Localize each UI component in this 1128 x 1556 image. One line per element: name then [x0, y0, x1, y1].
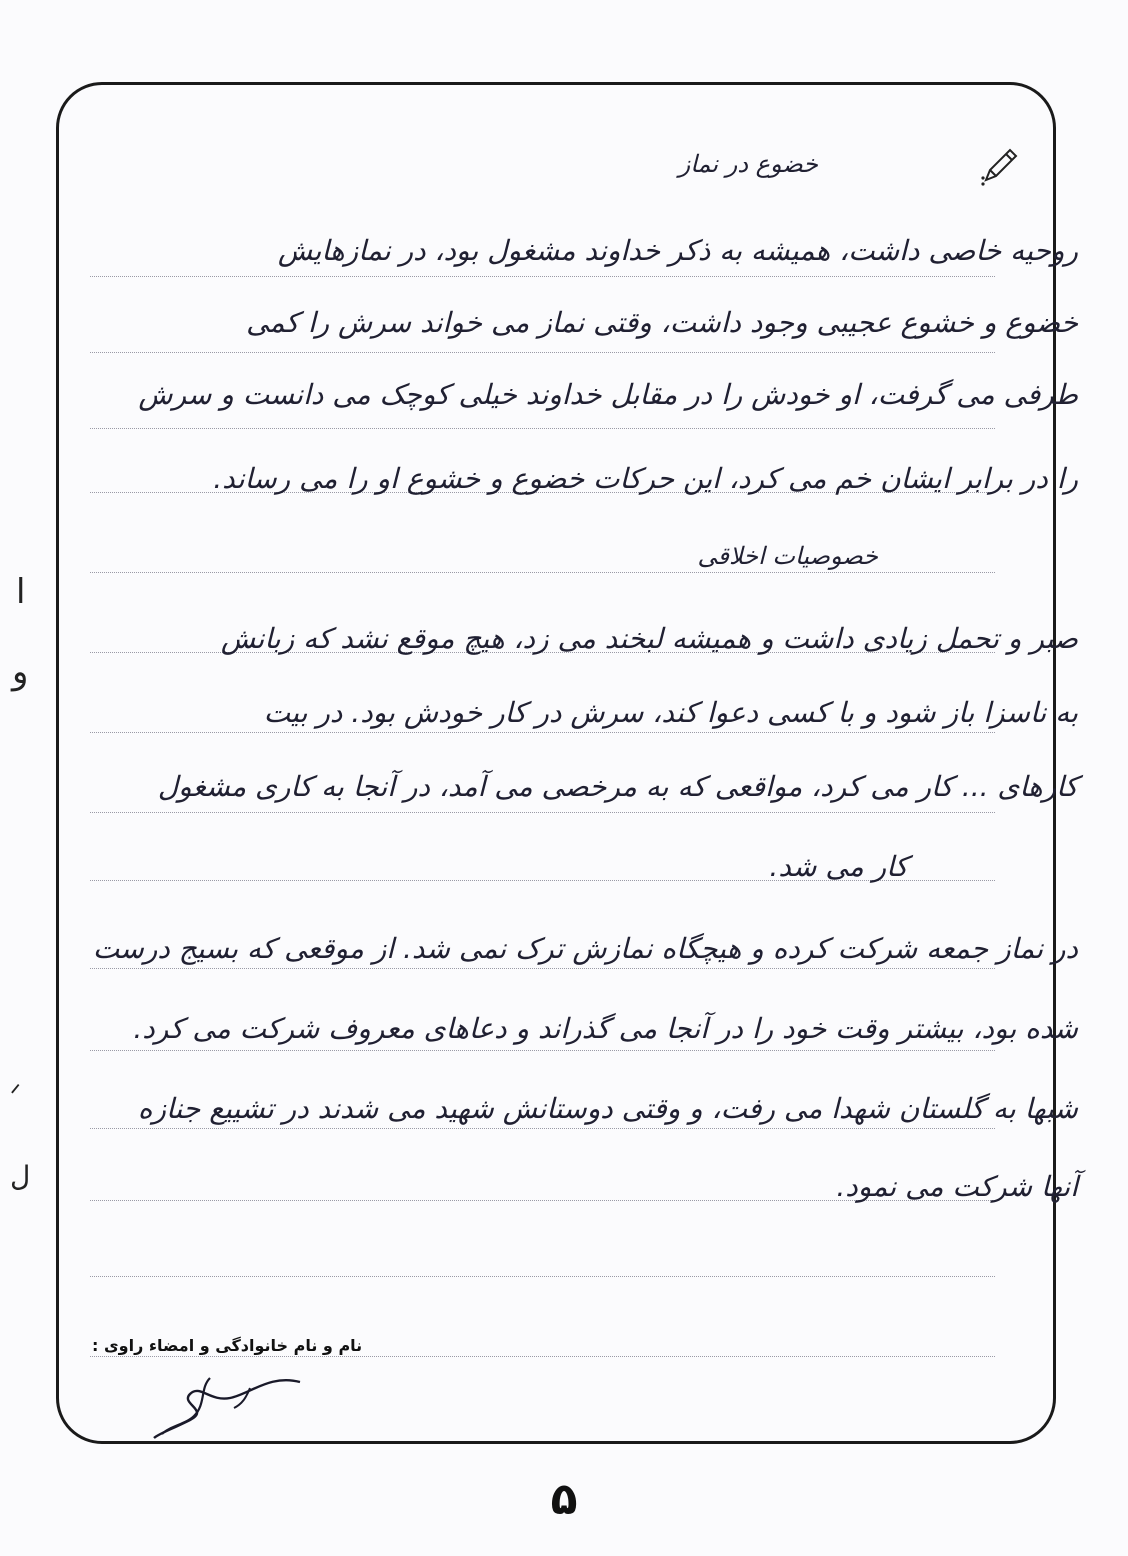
ruled-line [90, 1356, 995, 1357]
text-line: در نماز جمعه شرکت کرده و هیچگاه نمازش ترک نمی شد. از موقعی که بسیج درست [92, 932, 1078, 965]
ruled-line [90, 276, 995, 277]
ruled-line [90, 352, 995, 353]
page-title: خضوع در نماز [678, 150, 818, 178]
ruled-line [90, 968, 995, 969]
text-line: طرفی می گرفت، او خودش را در مقابل خداوند خیلی کوچک می دانست و سرش [138, 378, 1078, 411]
margin-mark: و [12, 652, 29, 692]
ruled-line [90, 1050, 995, 1051]
text-line: کار می شد. [769, 850, 908, 883]
text-line: شبها به گلستان شهدا می رفت، و وقتی دوستانش شهید می شدند در تشییع جنازه [137, 1092, 1078, 1125]
ruled-line [90, 812, 995, 813]
signature [150, 1364, 310, 1444]
ruled-line [90, 572, 995, 573]
text-line: شده بود، بیشتر وقت خود را در آنجا می گذراند و دعاهای معروف شرکت می کرد. [133, 1012, 1078, 1045]
pencil-icon [980, 146, 1020, 186]
text-line: به ناسزا باز شود و با کسی دعوا کند، سرش در کار خودش بود. در بیت [263, 696, 1078, 729]
ruled-line [90, 1276, 995, 1277]
text-line: خضوع و خشوع عجیبی وجود داشت، وقتی نماز می خواند سرش را کمی [246, 306, 1078, 339]
margin-mark: ᐟ [10, 1080, 22, 1110]
page-frame [56, 82, 1056, 1444]
ruled-line [90, 732, 995, 733]
text-line: روحیه خاصی داشت، همیشه به ذکر خداوند مشغول بود، در نمازهایش [277, 234, 1078, 267]
page-number: ۵ [550, 1474, 578, 1525]
margin-mark: ا [16, 572, 26, 612]
ruled-line [90, 1128, 995, 1129]
text-line: صبر و تحمل زیادی داشت و همیشه لبخند می زد، هیچ موقع نشد که زبانش [220, 622, 1078, 655]
section-subtitle: خصوصیات اخلاقی [697, 542, 878, 570]
narrator-label: نام و نام خانوادگی و امضاء راوی : [92, 1336, 363, 1355]
text-line: آنها شرکت می نمود. [836, 1170, 1078, 1203]
text-line: را در برابر ایشان خم می کرد، این حرکات خضوع و خشوع او را می رساند. [213, 462, 1078, 495]
text-line: کارهای ... کار می کرد، مواقعی که به مرخصی می آمد، در آنجا به کاری مشغول [157, 770, 1078, 803]
margin-mark: ل [10, 1160, 31, 1193]
ruled-line [90, 428, 995, 429]
